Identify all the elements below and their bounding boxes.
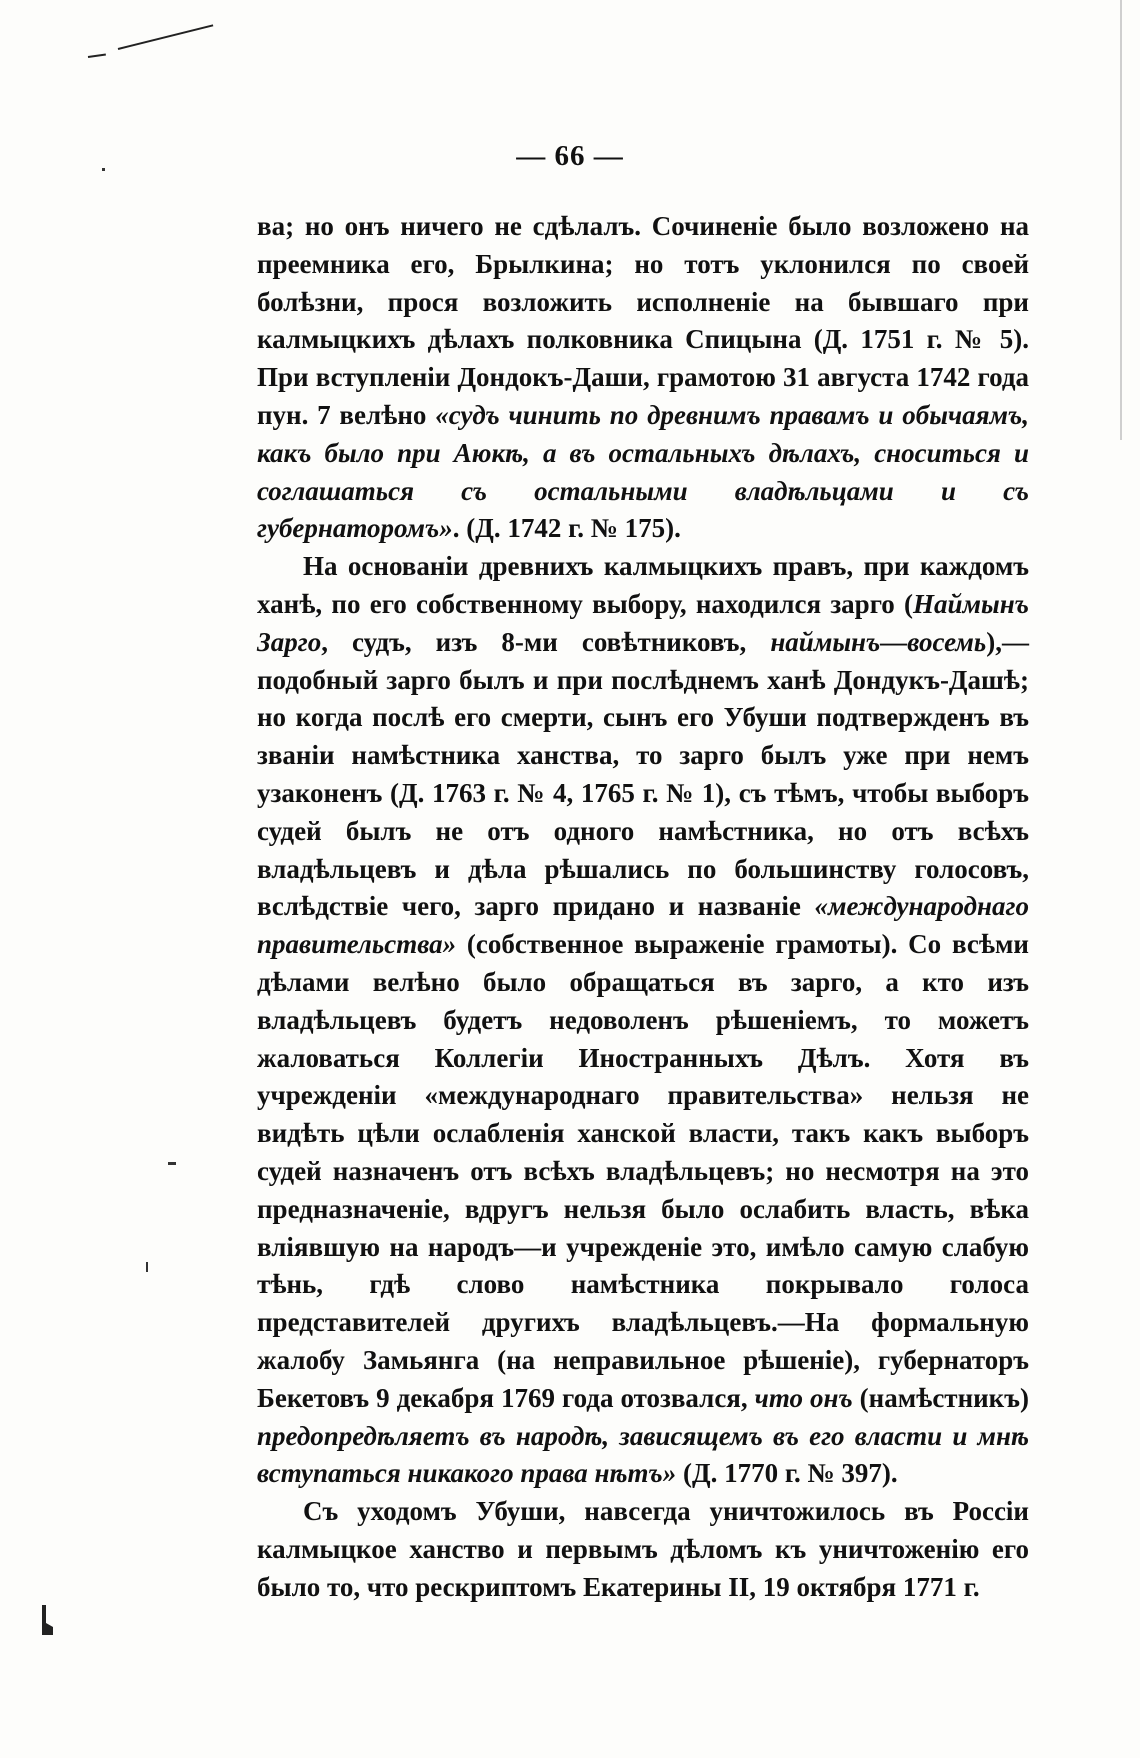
text-run: Съ уходомъ Убуши, навсегда уничтожилось въ Россіи калмыцкое ханство и первымъ дѣломъ къ уничтоженію его было то, что рескриптомъ Екатерины II, 19 октября 1771 г. (257, 1496, 1029, 1602)
text-run: (Д. 1770 г. № 397). (676, 1458, 898, 1489)
page-number: — 66 — (516, 140, 624, 172)
body-text (257, 208, 1029, 1606)
italic-text-run: «судъ чинить по древнимъ правамъ и обычаямъ, какъ было при Аюкѣ, а въ остальныхъ дѣлахъ, сноситься и соглашаться съ остальными владѣльцами и съ губернаторомъ» (257, 399, 1029, 544)
stray-mark (146, 1262, 148, 1272)
text-run: ),—подобный зарго былъ и при послѣднемъ ханѣ Дондукъ-Дашѣ; но когда послѣ его смерти, сынъ его Убуши подтвержденъ въ званіи намѣстника ханства, то зарго былъ уже при немъ узаконенъ (Д. 1763 г. № 4, 1765 г. № 1), съ тѣмъ, чтобы выборъ судей былъ не отъ одного намѣстника, но отъ всѣхъ владѣльцевъ и дѣла рѣшались по большинству голосовъ, вслѣдствіе чего, зарго придано и названіе (257, 626, 1029, 922)
corner-mark-icon (40, 1605, 54, 1635)
text-run: (собственное выраженіе грамоты). Со всѣми дѣлами велѣно было обращаться въ зарго, а кто изъ владѣльцевъ будетъ недоволенъ рѣшеніемъ, то можетъ жаловаться Коллегіи Иностранныхъ Дѣлъ. Хотя въ учрежденіи «международнаго правительства» нельзя не видѣть цѣли ослабленія ханской власти, такъ какъ выборъ судей назначенъ отъ всѣхъ владѣльцевъ; но несмотря на это предназначеніе, вдругъ нельзя было ослабить власть, вѣка вліявшую на народъ—и учрежденіе это, имѣло самую слабую тѣнь, гдѣ слово намѣстника покрывало голоса представителей другихъ владѣльцевъ.—На формальную жалобу Замьянга (на неправильное рѣшеніе), губернаторъ Бекетовъ 9 декабря 1769 года отозвался, (257, 929, 1029, 1413)
page-edge-rule (1120, 0, 1122, 440)
italic-text-run: что онъ (754, 1382, 853, 1413)
italic-text-run: Наймынъ Зарго (257, 588, 1029, 657)
paragraph (257, 548, 1029, 1493)
text-run: , судъ, изъ 8-ми совѣтниковъ, (321, 626, 771, 657)
italic-text-run: «международнаго правительства» (257, 891, 1029, 960)
pencil-mark-dash (88, 54, 106, 58)
stray-mark (168, 1162, 176, 1165)
italic-text-run: предопредѣляетъ въ народѣ, зависящемъ въ его власти и мнѣ вступаться никакого права нѣтъ» (257, 1420, 1029, 1489)
text-run: (намѣстникъ) (852, 1382, 1029, 1413)
text-run: . (Д. 1742 г. № 175). (452, 513, 681, 544)
text-run: ва; но онъ ничего не сдѣлалъ. Сочиненіе было возложено на преемника его, Брылкина; но тотъ уклонился по своей болѣзни, прося возложить исполненіе на бывшаго при калмыцкихъ дѣлахъ полковника Спицына (Д. 1751 г. № 5). При вступленіи Дондокъ-Даши, грамотою 31 августа 1742 года пун. 7 велѣно (257, 211, 1029, 430)
pencil-mark-line (118, 24, 214, 50)
paragraph (257, 208, 1029, 548)
italic-text-run: наймынъ—восемь (770, 626, 987, 657)
text-run: На основаніи древнихъ калмыцкихъ правъ, при каждомъ ханѣ, по его собственному выбору, находился зарго ( (257, 551, 1029, 619)
paragraph (257, 1493, 1029, 1606)
